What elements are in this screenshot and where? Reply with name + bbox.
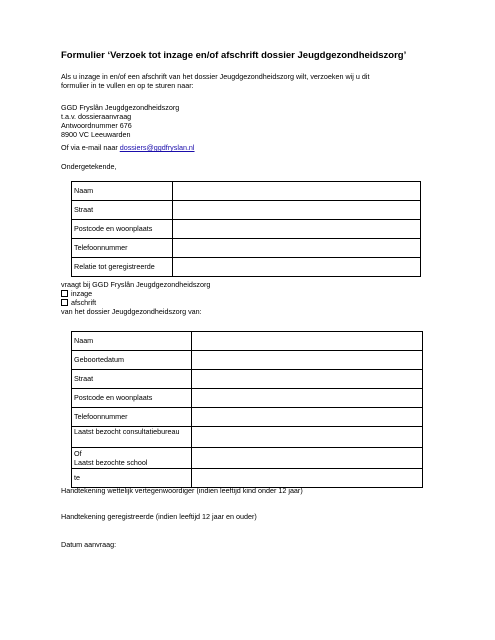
email-line	[61, 144, 195, 153]
address-line-1: GGD Fryslân Jeugdgezondheidszorg	[61, 103, 180, 112]
signature-registered-label: Handtekening geregistreerde (indien leeftijd 12 jaar en ouder)	[61, 512, 257, 521]
address-line-3: Antwoordnummer 676	[61, 121, 132, 130]
child-postcode-field[interactable]	[191, 389, 422, 408]
geboortedatum-field[interactable]	[191, 351, 422, 370]
row-label-postcode: Postcode en woonplaats	[72, 389, 192, 408]
undersigned-label: Ondergetekende,	[61, 162, 117, 171]
requester-table	[71, 181, 421, 277]
intro-text-line1: Als u inzage in en/of een afschrift van het dossier Jeugdgezondheidszorg wilt, verzoeken wij u dit	[61, 72, 370, 81]
row-label-postcode: Postcode en woonplaats	[72, 220, 173, 239]
signature-parent-label: Handtekening wettelijk vertegenwoordiger (indien leeftijd kind onder 12 jaar)	[61, 486, 303, 495]
naam-field[interactable]	[172, 182, 420, 201]
straat-field[interactable]	[172, 201, 420, 220]
row-label-geboortedatum: Geboortedatum	[72, 351, 192, 370]
relatie-field[interactable]	[172, 258, 420, 277]
consultatiebureau-field[interactable]	[191, 427, 422, 448]
request-line-4: van het dossier Jeugdgezondheidszorg van:	[61, 307, 202, 316]
inzage-label: inzage	[71, 289, 93, 298]
table-row	[72, 258, 421, 277]
intro-text-line2: formulier in te vullen en op te sturen naar:	[61, 81, 194, 90]
row-label-straat: Straat	[72, 370, 192, 389]
child-naam-field[interactable]	[191, 332, 422, 351]
table-row	[72, 182, 421, 201]
date-label: Datum aanvraag:	[61, 540, 117, 549]
row-label-laatst-bezochte-school: Laatst bezochte school	[74, 458, 148, 467]
table-row	[72, 469, 423, 488]
row-label-naam: Naam	[72, 332, 192, 351]
row-label-telefoon: Telefoonnummer	[72, 408, 192, 427]
request-line-1: vraagt bij GGD Fryslân Jeugdgezondheidszorg	[61, 280, 211, 289]
school-field[interactable]	[191, 448, 422, 469]
table-row	[72, 448, 423, 469]
table-row	[72, 239, 421, 258]
table-row	[72, 220, 421, 239]
row-label-naam: Naam	[72, 182, 173, 201]
child-straat-field[interactable]	[191, 370, 422, 389]
table-row	[72, 332, 423, 351]
table-row	[72, 351, 423, 370]
table-row	[72, 201, 421, 220]
row-label-te: te	[72, 469, 192, 488]
row-label-straat: Straat	[72, 201, 173, 220]
address-line-2: t.a.v. dossieraanvraag	[61, 112, 132, 121]
email-link[interactable]: dossiers@ggdfryslan.nl	[119, 143, 195, 152]
row-label-of: Of	[74, 449, 82, 458]
address-line-4: 8900 VC Leeuwarden	[61, 130, 131, 139]
child-table	[71, 331, 423, 488]
row-label-school	[72, 448, 192, 469]
telefoon-field[interactable]	[172, 239, 420, 258]
postcode-field[interactable]	[172, 220, 420, 239]
te-field[interactable]	[191, 469, 422, 488]
afschrift-checkbox[interactable]	[61, 299, 68, 306]
row-label-relatie: Relatie tot geregistreerde	[72, 258, 173, 277]
table-row	[72, 408, 423, 427]
table-row	[72, 427, 423, 448]
child-telefoon-field[interactable]	[191, 408, 422, 427]
inzage-checkbox[interactable]	[61, 290, 68, 297]
email-prefix: Of via e-mail naar	[61, 143, 120, 152]
table-row	[72, 370, 423, 389]
row-label-telefoon: Telefoonnummer	[72, 239, 173, 258]
row-label-consultatiebureau: Laatst bezocht consultatiebureau	[72, 427, 192, 448]
page-title: Formulier ‘Verzoek tot inzage en/of afschrift dossier Jeugdgezondheidszorg’	[61, 50, 407, 61]
table-row	[72, 389, 423, 408]
afschrift-label: afschrift	[71, 298, 97, 307]
